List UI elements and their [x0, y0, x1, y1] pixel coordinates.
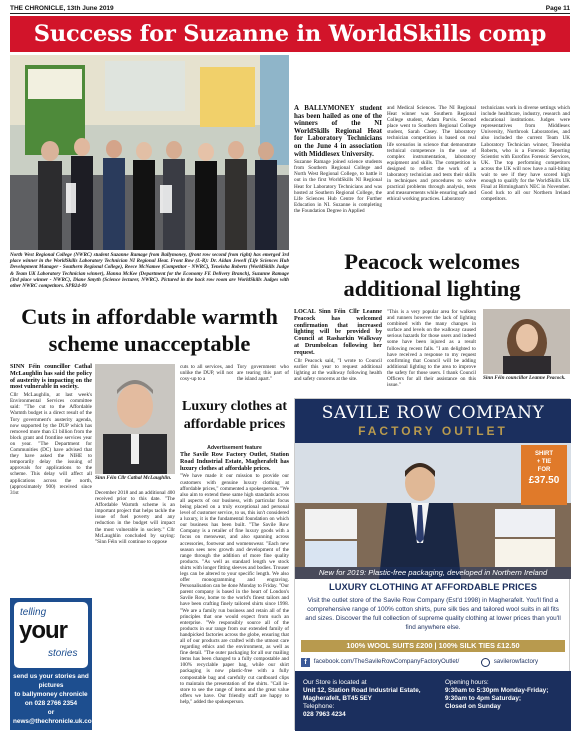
luxury-col — [180, 445, 289, 730]
website-icon — [481, 658, 490, 667]
hours-1: 9:30am to 5:30pm Monday-Friday; — [445, 687, 549, 694]
logo-telling: telling — [20, 607, 47, 618]
worldskills-lead: A BALLYMONEY student has been hailed as one of the winners of the NI WorldSkills Regional Heat for Laboratory Technicians on the June 4 in association with Middlesex University. — [294, 104, 382, 158]
worldskills-caption: North West Regional College (NWRC) student Suzanne Ramage from Ballymoney, (front row second from right) has emerged 3rd place winner in the WorldSkills Laboratory Technician NI Regional Heat. Front Row (L-R): Dr. Aidan Jewell (Life Sciences Hub Development Manager - Southern Regional College), Reece McNamee (Competitor - NWRC), Teneisha Roberts (WorldSkills Judge & Team UK Laboratory Technician winner), Hanna McKee (Department for the Economy FE Delivery Branch), Suzanne Ramage (3rd place winner - NWRC), Diane Smyth (Science lecturer, NWRC). Pictured in the back row room are WorldSkills Judges with other NWRC competitors. SPB24-09 — [10, 252, 289, 290]
telling-line-3: on 028 2766 2354 — [24, 700, 78, 707]
ad-offer: 100% WOOL SUITS £200 | 100% SILK TIES £12.50 — [301, 640, 565, 652]
worldskills-photo — [10, 55, 289, 250]
store-tel: 028 7963 4234 — [303, 711, 346, 718]
telling-logo — [14, 602, 88, 668]
hours-info — [445, 679, 565, 711]
store-head: Our Store is located at — [303, 679, 367, 686]
warmth-headline: Cuts in affordable warmth scheme unacceptable — [21, 304, 278, 356]
peacock-headline: Peacock welcomes additional lighting — [343, 249, 521, 301]
hours-2: 9:30am to 4pm Saturday; — [445, 695, 522, 702]
peacock-lead: LOCAL Sinn Féin Cllr Leanne Peacock has welcomed confirmation that increased lighting will be provided by Council at Rasharkin Walkway at Drumbolcan following her request. — [294, 309, 382, 356]
warmth-body-3: cuts to all services, and unlike the DUP, will not cosy-up to a — [180, 364, 233, 383]
telling-line-4: or news@thechronicle.uk.com — [13, 709, 98, 725]
telling-text — [13, 672, 98, 726]
store-address-1: Unit 12, Station Road Industrial Estate, — [303, 687, 421, 694]
warmth-col-3 — [180, 364, 233, 396]
badge-shirt: SHIRT — [535, 451, 553, 457]
hours-head: Opening hours: — [445, 679, 489, 686]
luxury-headline: Luxury clothes at affordable prices — [182, 399, 287, 432]
worldskills-col-3 — [481, 105, 570, 245]
store-info — [303, 679, 433, 719]
logo-your: your — [19, 617, 68, 644]
peacock-caption: Sinn Féin councillor Leanne Peacock. — [483, 375, 566, 381]
warmth-body-4: Tory government who are tearing this part of the island apart." — [237, 364, 289, 383]
masthead — [10, 4, 570, 16]
peacock-body: Cllr Peacock said, "I wrote to Council earlier this year to request additional lighting at the walkway following health and safety concerns at the site. — [294, 357, 382, 382]
store-tel-label: Telephone: — [303, 703, 335, 710]
warmth-lead: SINN Féin councillor Cathal McLaughlin has said the policy of austerity is impacting on the most vulnerable in society. — [10, 364, 92, 391]
luxury-lead: The Savile Row Factory Outlet, Station Road Industrial Estate, Magherafelt has luxury clothes at affordable prices. — [180, 452, 289, 472]
facebook-link[interactable]: facebook.com/TheSavileRowCompanyFactoryOutlet/ — [313, 658, 460, 665]
page-number: Page 11 — [545, 5, 570, 12]
badge-price: £37.50 — [528, 475, 560, 486]
banner — [10, 16, 570, 52]
badge-tie: + TIE — [536, 459, 552, 465]
warmth-body-1: Cllr McLaughlin, at last week's Environmental Services committee said: "The cut to the Affordable Warmth budget is a direct result of the Tory government's austerity agenda, now supported by the DUP which has removed more than £1 billion from the block grant and frontline services year on year. "The Department for Communities (DC) have advised that they have asked the NIHE to temporarily delay the issuing of approvals for applications to the scheme. This delay will affect all applications across the north, (approximately 900) received since 31st — [10, 392, 92, 496]
worldskills-col-2 — [387, 105, 476, 245]
ad-paragraph: Visit the outlet store of the Savile Row Company (Est'd 1998) in Magherafelt. You'll find a comprehensive range of 100% cotton shirts, pure silk ties and tailored wool suits in all fits and sizes. Discover the full collection of supreme quality clothing at lower prices than you'll find anywhere else. — [305, 597, 561, 631]
worldskills-body-3: technicians work in diverse settings which include healthcare, industry, research and educational institutions. Judges were representatives from Middlesex University, Northrook Laboratories, and also included the current Team UK Laboratory Technician winner, Teneisha Roberts, who is a Forensic Reporting Scientist with Eurofins Forensic Services, UK. The top performing competitors across the UK will now have a nail-biting wait to see if they have scored high enough to qualify for the WorldSkills UK Final at Birmingham's NEC in November. Good luck to all our Northern Ireland competitors. — [481, 105, 570, 203]
logo-stories: stories — [48, 648, 78, 659]
ad-subbrand: FACTORY OUTLET — [358, 424, 508, 438]
ad-header — [295, 399, 571, 443]
ad-social — [301, 655, 565, 669]
warmth-col-2 — [95, 490, 175, 595]
worldskills-body-1: Suzanne Ramage joined science students from Southern Regional College and North West Regional College, to battle it out in the first WorldSkills NI Regional Heat for Laboratory Technicians and was hosted at Southern Regional College, the Life Sciences Hub Centre for Further Education in NI. Suzanne is completing the Foundation Degree in Applied — [294, 159, 382, 214]
warmth-body-2: December 2018 and an additional 400 received prior to this date. "The Affordable Warmth scheme is an important project that helps tackle the issue of fuel poverty and any reduction in the budget will impact the most vulnerable in society." Cllr McLaughlin concluded by saying: "Sinn Féin will continue to oppose — [95, 490, 175, 545]
peacock-col-1 — [294, 309, 382, 382]
warmth-caption: Sinn Féin Cllr Cathal McLaughlin. — [95, 475, 172, 481]
peacock-body-2: "This is a very popular area for walkers and runners however the lack of lighting combined with the many changes in surface and levels on the walkway caused serious hazards for those users and indeed some have been injured as a result following recent falls. "I am delighted to have received a response to my request confirming that Council will be adding additional lighting to the area to improve the safety for those users. I thank Council Officers for all their assistance on this issue." — [387, 309, 476, 389]
savile-ad — [294, 398, 570, 730]
luxury-body: "We have made it our mission to provide our customers with genuine luxury clothing at affordable prices," commented a spokesperson. "We also aim to extend these same high standards across all aspects of our business, with particular focus being placed on a truly exceptional and personal level of customer service, to us, this isn't considered a luxury, it is the fundamental foundation on which our business has been built. "The Savile Row Company is a retailer of fine luxury goods with a focus on menswear, and also spanning across accessories, footwear and womenswear. "Each new season sees new growth and development of the range through the addition of more fine quality products. "As well as standard length we stock shirts with longer fitting sleeves and bodies. Trouser legs can be altered to your specific length. We also offer monogramming and engraving. Personalisation can be done Monday to Friday. "Our parent company is based in the heart of London's Savile Row, home to the world's finest tailors and have been crafting finely tailored shirts since 1998. "We are a family run business and retain all of the principles that one would expect from such an enterprise. "We responsibly source all of the products in our range from our extended family of handpicked factories across the globe, ensuring that all of our products are crafted with the utmost care regarding ethics and the environment, as well as fine detail. "The outer packaging for all our mailing items has been changed to a fully compostable and 100% recyclable paper bag, while our shirt packaging is now plastic-free with a fully compostable bag and carefully cut cardboard clips to maintain the presentation of the shirts. "Call in-store to see the range of items and the great value offers we have. Our friendly staff are happy to help," added the spokesperson. — [180, 473, 289, 705]
telling-ad — [10, 598, 98, 730]
warmth-col-1 — [10, 364, 92, 594]
banner-headline: Success for Suzanne in WorldSkills comp — [33, 21, 547, 47]
store-address-2: Magherafelt, BT45 5EY — [303, 695, 372, 702]
price-badge — [521, 445, 567, 505]
hours-3: Closed on Sunday — [445, 703, 501, 710]
masthead-rule — [10, 13, 570, 14]
worldskills-col-1 — [294, 105, 382, 245]
warmth-col-4 — [237, 364, 289, 396]
telling-line-2: to ballymoney chronicle — [14, 691, 88, 698]
peacock-col-2 — [387, 309, 476, 389]
worldskills-body-2: and Medical Sciences. The NI Regional Heat winner was Southern Regional College student, Adam Parvis. Second place went to Southern Regional College student, Sarah Casey. The laboratory technician competition is based on real life scenarios in science that demonstrate technical competence in the use of complex instrumentation, laboratory equipment and skills. The competition is designed to reflect the work of a laboratory technician and tests their skills in techniques and procedures to solve practical problems through analysis, tests and measurements while ensuring safe and ethical working practices. Laboratory — [387, 105, 476, 203]
peacock-photo — [483, 309, 570, 374]
ad-strip: LUXURY CLOTHING AT AFFORDABLE PRICES — [329, 581, 537, 592]
facebook-icon: f — [301, 658, 310, 667]
badge-for: FOR — [537, 467, 551, 473]
paper-date: THE CHRONICLE, 13th June 2019 — [10, 5, 114, 12]
website-link[interactable]: savilerowfactory — [493, 658, 539, 665]
ad-photo-caption: New for 2019: Plastic-free packaging, developed in Northern Ireland — [295, 567, 571, 579]
warmth-photo — [95, 364, 175, 474]
ad-brand: SAVILE ROW COMPANY — [321, 403, 545, 423]
telling-line-1: send us your stories and pictures — [13, 673, 89, 689]
ad-footer — [295, 671, 571, 731]
luxury-feature: Advertisement feature — [207, 445, 262, 451]
